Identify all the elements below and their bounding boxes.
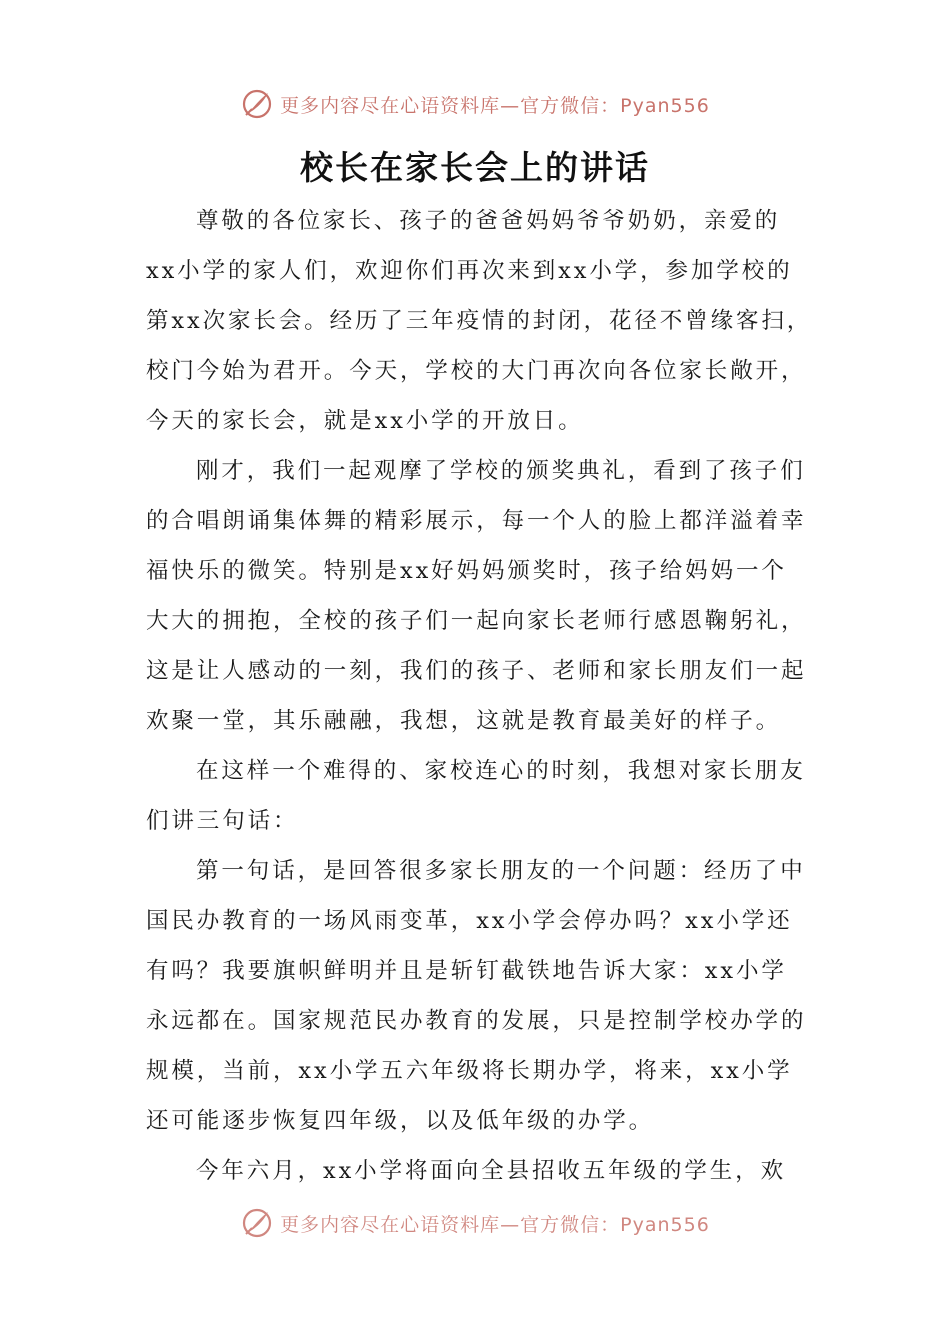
- text-line: 有吗？我要旗帜鲜明并且是斩钉截铁地告诉大家：xx小学: [146, 958, 787, 984]
- text-line: 欢聚一堂，其乐融融，我想，这就是教育最美好的样子。: [146, 708, 782, 734]
- footer-watermark: [0, 1203, 950, 1243]
- text-line: xx小学的家人们，欢迎你们再次来到xx小学，参加学校的: [146, 258, 793, 284]
- quill-pen-logo-icon: [240, 87, 274, 121]
- text-line: 今年六月，xx小学将面向全县招收五年级的学生，欢: [196, 1158, 786, 1184]
- text-line: 永远都在。国家规范民办教育的发展，只是控制学校办学的: [146, 1008, 807, 1034]
- page-title: 校长在家长会上的讲话: [300, 148, 650, 187]
- quill-pen-logo-icon: [240, 1206, 274, 1240]
- text-line: 今天的家长会，就是xx小学的开放日。: [146, 408, 584, 434]
- text-line: 大大的拥抱，全校的孩子们一起向家长老师行感恩鞠躬礼，: [146, 608, 807, 634]
- text-line: 这是让人感动的一刻，我们的孩子、老师和家长朋友们一起: [146, 658, 807, 684]
- text-line: 校门今始为君开。今天，学校的大门再次向各位家长敞开，: [146, 358, 807, 384]
- text-line: 福快乐的微笑。特别是xx好妈妈颁奖时，孩子给妈妈一个: [146, 558, 787, 584]
- watermark-text: 更多内容尽在心语资料库—官方微信：Pyan556: [280, 1213, 710, 1236]
- text-line: 的合唱朗诵集体舞的精彩展示，每一个人的脸上都洋溢着幸: [146, 508, 807, 534]
- text-line: 还可能逐步恢复四年级，以及低年级的办学。: [146, 1108, 655, 1134]
- text-line: 国民办教育的一场风雨变革，xx小学会停办吗？xx小学还: [146, 908, 793, 934]
- text-line: 刚才，我们一起观摩了学校的颁奖典礼，看到了孩子们: [196, 458, 806, 484]
- text-line: 第xx次家长会。经历了三年疫情的封闭，花径不曾缘客扫，: [146, 308, 813, 334]
- text-line: 在这样一个难得的、家校连心的时刻，我想对家长朋友: [196, 758, 806, 784]
- watermark-text: 更多内容尽在心语资料库—官方微信：Pyan556: [280, 94, 710, 117]
- header-watermark: [0, 84, 950, 124]
- text-line: 规模，当前，xx小学五六年级将长期办学，将来，xx小学: [146, 1058, 793, 1084]
- text-line: 尊敬的各位家长、孩子的爸爸妈妈爷爷奶奶，亲爱的: [196, 208, 781, 234]
- text-line: 第一句话，是回答很多家长朋友的一个问题：经历了中: [196, 858, 806, 884]
- document-body: [146, 196, 813, 1196]
- text-line: 们讲三句话：: [146, 808, 299, 834]
